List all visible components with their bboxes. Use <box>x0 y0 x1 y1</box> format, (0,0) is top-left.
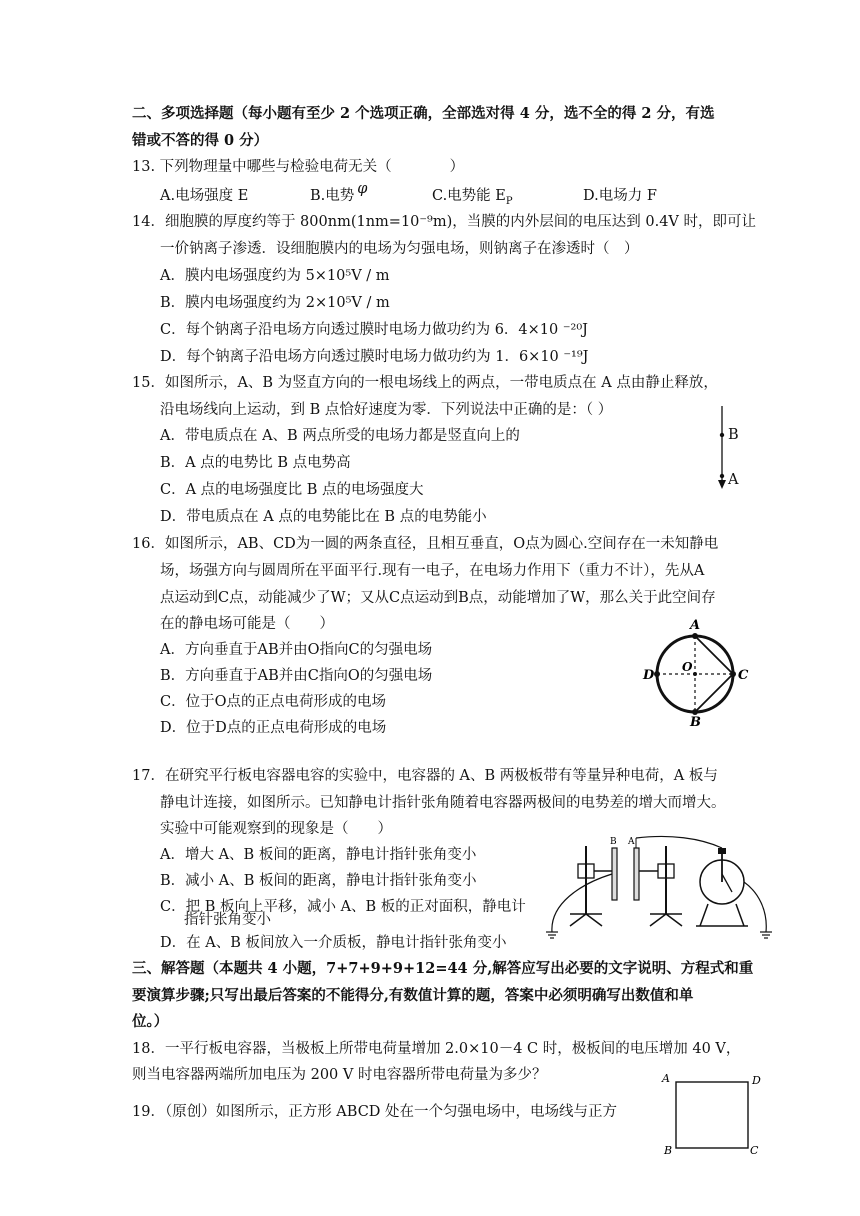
q19-label-d: D <box>752 1074 761 1087</box>
q19-label-b: B <box>664 1144 673 1157</box>
q16-line2: 场，场强方向与圆周所在平面平行.现有一电子，在电场力作用下（重力不计），先从A <box>160 563 705 579</box>
q15-option-d: D．带电质点在 A 点的电势能比在 B 点的电势能小 <box>160 509 487 525</box>
q17-line3: 实验中可能观察到的现象是（ ） <box>160 821 392 837</box>
q16-label-d: D <box>643 668 655 683</box>
q15-line1: 15．如图所示，A、B 为竖直方向的一根电场线上的两点，一带电质点在 A 点由静止释放， <box>132 375 718 391</box>
section3-heading-line3: 位。） <box>132 1013 169 1030</box>
q15-option-c: C．A 点的电场强度比 B 点的电场强度大 <box>160 482 424 498</box>
q16-line4: 在的静电场可能是（ ） <box>160 616 334 632</box>
q19-label-a: A <box>662 1072 670 1085</box>
q16-circle-figure <box>640 618 750 728</box>
q17-option-a: A．增大 A、B 板间的距离，静电计指针张角变小 <box>160 847 477 863</box>
phi-symbol: φ <box>357 181 368 197</box>
q17-line1: 17．在研究平行板电容器电容的实验中，电容器的 A、B 两极板带有等量异种电荷，A 板与 <box>132 768 718 784</box>
q15-option-b: B．A 点的电势比 B 点电势高 <box>160 455 351 471</box>
q14-option-d: D．每个钠离子沿电场方向透过膜时电场力做功约为 1．6×10 ⁻¹⁹J <box>160 349 589 365</box>
q19-line1: 19．（原创）如图所示，正方形 ABCD 处在一个匀强电场中，电场线与正方 <box>132 1104 618 1120</box>
q17-plate-b-label: B <box>610 837 617 847</box>
q14-line2: 一价钠离子渗透．设细胞膜内的电场为匀强电场，则钠离子在渗透时（ ） <box>160 241 639 257</box>
section2-heading-line2: 错或不答的得 0 分） <box>132 132 269 149</box>
q13-option-d: D.电场力 F <box>583 188 657 204</box>
q15-point-a-label: A <box>728 472 739 488</box>
q13-option-b: B.电势 φ <box>310 181 368 204</box>
q13-option-a: A.电场强度 E <box>160 188 249 204</box>
q15-line2: 沿电场线向上运动，到 B 点恰好速度为零．下列说法中正确的是：（ ） <box>160 402 613 418</box>
q19-square-figure <box>660 1070 770 1162</box>
q16-label-c: C <box>738 668 749 683</box>
q17-line2: 静电计连接，如图所示。已知静电计指针张角随着电容器两极间的电势差的增大而增大。 <box>160 795 726 811</box>
q17-capacitor-apparatus-figure <box>540 834 780 944</box>
q15-option-a: A．带电质点在 A、B 两点所受的电场力都是竖直向上的 <box>160 428 520 444</box>
q14-line1: 14．细胞膜的厚度约等于 800nm(1nm=10⁻⁹m)，当膜的内外层间的电压达到 0.4V 时，即可让 <box>132 214 757 230</box>
q16-option-c: C．位于O点的正点电荷形成的电场 <box>160 694 386 710</box>
q16-option-b: B．方向垂直于AB并由C指向O的匀强电场 <box>160 668 433 684</box>
q14-option-b: B．膜内电场强度约为 2×10⁵V / m <box>160 295 390 311</box>
section3-heading-line2: 要演算步骤;只写出最后答案的不能得分,有数值计算的题，答案中必须明确写出数值和单 <box>132 987 694 1004</box>
q16-line1: 16．如图所示，AB、CD为一圆的两条直径，且相互垂直，O点为圆心.空间存在一未知静电 <box>132 536 719 552</box>
q17-option-c-line1: C．把 B 板向上平移，减小 A、B 板的正对面积，静电计 <box>160 899 526 915</box>
q19-label-c: C <box>750 1144 759 1157</box>
q18-line2: 则当电容器两端所加电压为 200 V 时电容器所带电荷量为多少？ <box>132 1067 547 1083</box>
q16-label-a: A <box>690 618 701 633</box>
q13-stem: 13. 下列物理量中哪些与检验电荷无关（ ） <box>132 159 465 175</box>
q16-label-b: B <box>690 715 701 730</box>
q17-option-c-line2: 指针张角变小 <box>184 912 271 928</box>
q17-option-d: D．在 A、B 板间放入一介质板，静电计指针张角变小 <box>160 935 507 951</box>
q15-field-line-figure <box>710 402 770 498</box>
q16-option-d: D．位于D点的正点电荷形成的电场 <box>160 720 387 736</box>
q15-point-b-label: B <box>728 427 739 443</box>
q16-line3: 点运动到C点，动能减少了W；又从C点运动到B点，动能增加了W，那么关于此空间存 <box>160 590 716 606</box>
q16-option-a: A．方向垂直于AB并由O指向C的匀强电场 <box>160 642 433 658</box>
q16-label-o: O <box>682 660 693 674</box>
q14-option-c: C．每个钠离子沿电场方向透过膜时电场力做功约为 6．4×10 ⁻²⁰J <box>160 322 588 338</box>
q17-option-b: B．减小 A、B 板间的距离，静电计指针张角变小 <box>160 873 477 889</box>
q14-option-a: A．膜内电场强度约为 5×10⁵V / m <box>160 268 390 284</box>
q18-line1: 18．一平行板电容器，当极板上所带电荷量增加 2.0×10－4 C 时，极板间的电压增加 40 V， <box>132 1041 741 1057</box>
section2-heading-line1: 二、多项选择题（每小题有至少 2 个选项正确，全部选对得 4 分，选不全的得 2 分，有选 <box>132 105 715 122</box>
q13-option-c: C.电势能 $E_P$ <box>432 188 513 207</box>
q17-plate-a-label: A <box>628 837 635 847</box>
section3-heading-line1: 三、解答题（本题共 4 小题，7+7+9+9+12=44 分,解答应写出必要的文字说明、方程式和重 <box>132 960 754 977</box>
